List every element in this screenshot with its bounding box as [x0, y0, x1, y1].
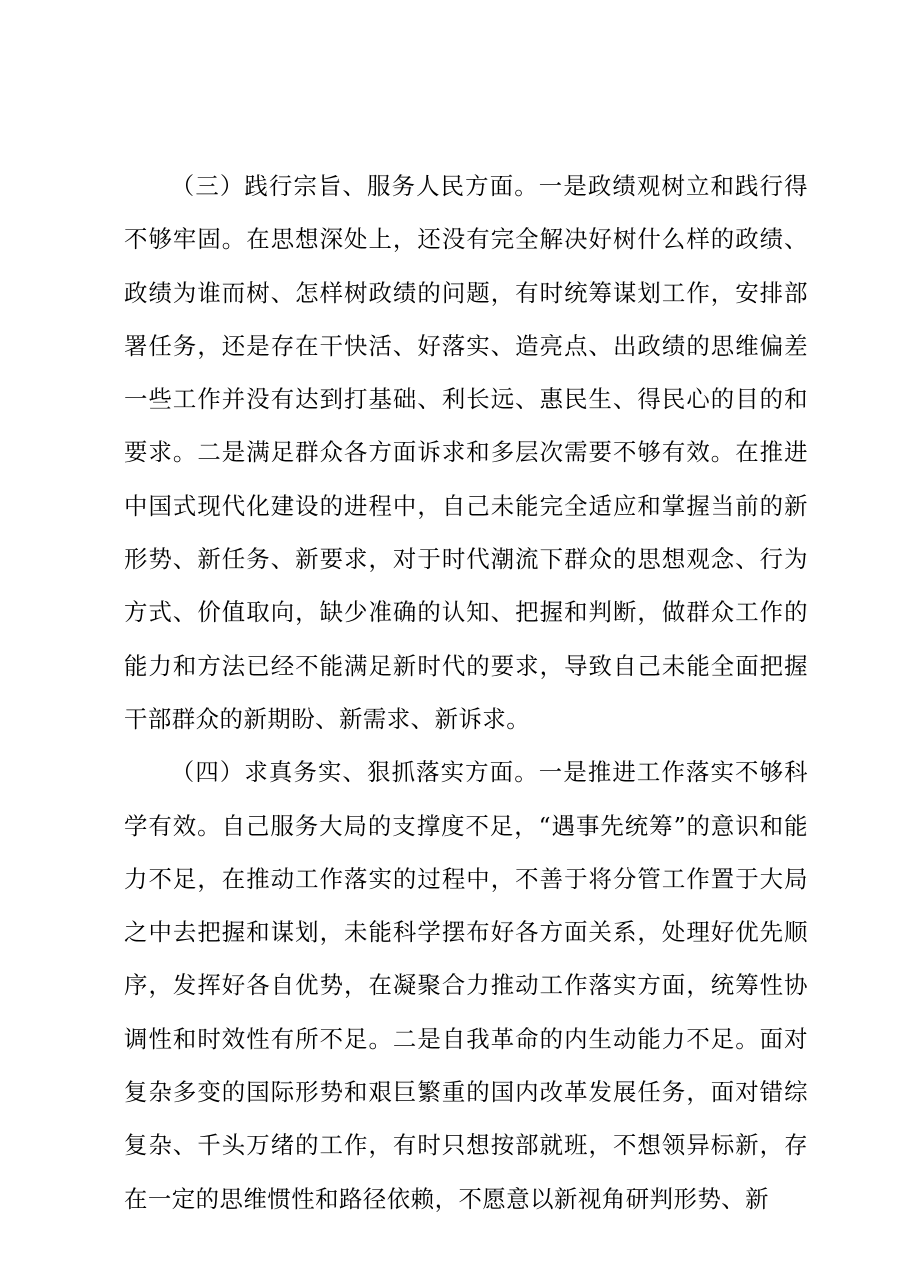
- paragraph-section-four: （四）求真务实、狠抓落实方面。一是推进工作落实不够科学有效。自己服务大局的支撑度不足，“遇事先统筹”的意识和能力不足，在推动工作落实的过程中，不善于将分管工作置于大局之中去把握和谋划，未能科学摆布好各方面关系，处理好优先顺序，发挥好各自优势，在凝聚合力推动工作落实方面，统筹性协调性和时效性有所不足。二是自我革命的内生动能力不足。面对复杂多变的国际形势和艰巨繁重的国内改革发展任务，面对错综复杂、千头万绪的工作，有时只想按部就班，不想领异标新，存在一定的思维惯性和路径依赖，不愿意以新视角研判形势、新: [124, 758, 808, 1213]
- document-body: [124, 160, 808, 1226]
- paragraph-section-three: （三）践行宗旨、服务人民方面。一是政绩观树立和践行得不够牢固。在思想深处上，还没有完全解决好树什么样的政绩、政绩为谁而树、怎样树政绩的问题，有时统筹谋划工作，安排部署任务，还是存在干快活、好落实、造亮点、出政绩的思维偏差一些工作并没有达到打基础、利长远、惠民生、得民心的目的和要求。二是满足群众各方面诉求和多层次需要不够有效。在推进中国式现代化建设的进程中，自己未能完全适应和掌握当前的新形势、新任务、新要求，对于时代潮流下群众的思想观念、行为方式、价值取向，缺少准确的认知、把握和判断，做群众工作的能力和方法已经不能满足新时代的要求，导致自己未能全面把握干部群众的新期盼、新需求、新诉求。: [124, 172, 808, 733]
